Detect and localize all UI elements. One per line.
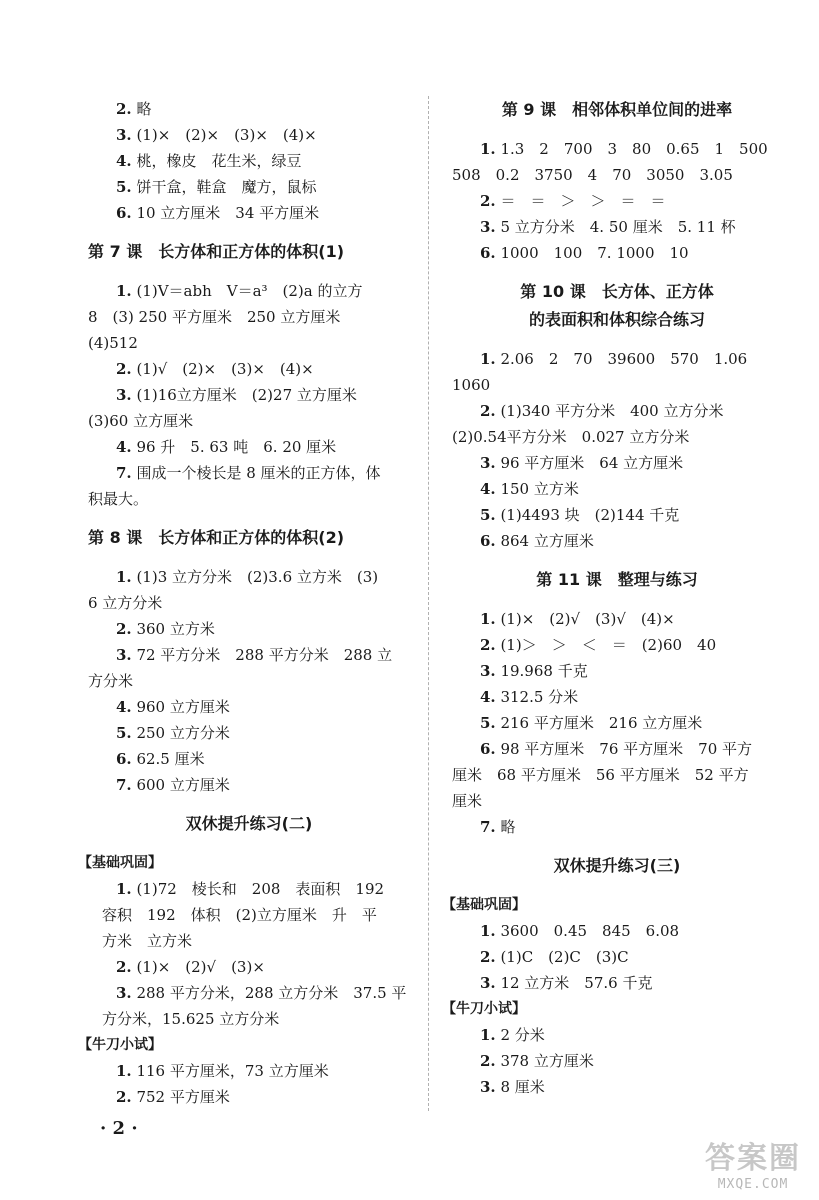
question-number: 3. xyxy=(480,662,496,680)
answer-text: 围成一个棱长是 8 厘米的正方体，体 xyxy=(136,464,381,482)
answer-text: 2.06 2 70 39600 570 1.06 xyxy=(500,350,748,368)
question-number: 5. xyxy=(116,724,132,742)
question-number: 3. xyxy=(480,1078,496,1096)
answer-continuation xyxy=(88,928,410,954)
section-tag: 【牛刀小试】 xyxy=(442,1001,526,1017)
answer-line xyxy=(88,200,410,226)
answer-text: 饼干盒，鞋盒 魔方，鼠标 xyxy=(136,178,317,196)
answer-line xyxy=(88,356,410,382)
answer-line xyxy=(88,148,410,174)
question-number: 2. xyxy=(116,360,132,378)
answer-line xyxy=(452,240,782,266)
answer-line xyxy=(452,502,782,528)
answer-line xyxy=(452,684,782,710)
question-number: 3. xyxy=(116,126,132,144)
answer-text: (1)× (2)√ (3)× xyxy=(136,958,265,976)
answer-continuation xyxy=(88,668,410,694)
answer-text: 方分米 xyxy=(88,672,134,690)
section-heading: 的表面积和体积综合练习 xyxy=(528,310,705,329)
question-number: 1. xyxy=(116,568,132,586)
answer-text: (1)√ (2)× (3)× (4)× xyxy=(136,360,314,378)
answer-line xyxy=(88,694,410,720)
answer-line xyxy=(452,398,782,424)
question-number: 6. xyxy=(116,204,132,222)
answer-line xyxy=(88,876,410,902)
section-heading: 第 10 课 长方体、正方体 xyxy=(520,282,714,301)
question-number: 1. xyxy=(116,1062,132,1080)
answer-text: 150 立方米 xyxy=(500,480,579,498)
page-number: · 2 · xyxy=(100,1118,138,1139)
answer-continuation xyxy=(452,162,782,188)
answer-text: 864 立方厘米 xyxy=(500,532,594,550)
question-number: 3. xyxy=(480,218,496,236)
answer-text: 752 平方厘米 xyxy=(136,1088,230,1106)
question-number: 2. xyxy=(480,636,496,654)
answer-line xyxy=(452,1048,782,1074)
answer-line xyxy=(88,434,410,460)
answer-line xyxy=(88,564,410,590)
question-number: 2. xyxy=(116,1088,132,1106)
answer-continuation xyxy=(88,902,410,928)
answer-text: 312.5 分米 xyxy=(500,688,579,706)
question-number: 7. xyxy=(480,818,496,836)
watermark-text: 答案圈 xyxy=(705,1141,801,1176)
answer-text: 216 平方厘米 216 立方厘米 xyxy=(500,714,703,732)
answer-text: 116 平方厘米，73 立方厘米 xyxy=(136,1062,329,1080)
question-number: 1. xyxy=(480,350,496,368)
answer-text: 2 分米 xyxy=(500,1026,545,1044)
question-number: 7. xyxy=(116,776,132,794)
question-number: 4. xyxy=(116,152,132,170)
answer-line xyxy=(88,616,410,642)
answer-line xyxy=(452,346,782,372)
answer-continuation xyxy=(88,590,410,616)
answer-text: 积最大。 xyxy=(88,490,149,508)
watermark-url: MXQE.COM xyxy=(717,1177,789,1192)
answer-line xyxy=(88,954,410,980)
answer-text: 6 立方分米 xyxy=(88,594,163,612)
question-number: 2. xyxy=(116,100,132,118)
answer-text: 600 立方厘米 xyxy=(136,776,230,794)
answer-text: 360 立方米 xyxy=(136,620,215,638)
answer-text: 250 立方分米 xyxy=(136,724,230,742)
answer-text: 5 立方分米 4. 50 厘米 5. 11 杯 xyxy=(500,218,736,236)
right-column xyxy=(442,96,782,1100)
question-number: 4. xyxy=(116,698,132,716)
answer-text: 72 平方分米 288 平方分米 288 立 xyxy=(136,646,393,664)
question-number: 6. xyxy=(480,740,496,758)
answer-line xyxy=(452,476,782,502)
answer-line xyxy=(452,188,782,214)
answer-line xyxy=(452,918,782,944)
answer-text: 378 立方厘米 xyxy=(500,1052,594,1070)
section-heading: 第 11 课 整理与练习 xyxy=(536,570,698,589)
answer-continuation xyxy=(88,408,410,434)
question-number: 1. xyxy=(480,610,496,628)
answer-line xyxy=(452,1074,782,1100)
question-number: 2. xyxy=(480,1052,496,1070)
answer-line xyxy=(452,710,782,736)
answer-text: (2)0.54平方分米 0.027 立方分米 xyxy=(452,428,690,446)
answer-text: 96 平方厘米 64 立方厘米 xyxy=(500,454,684,472)
section-tag: 【牛刀小试】 xyxy=(78,1037,162,1053)
question-number: 2. xyxy=(480,192,496,210)
answer-text: 略 xyxy=(500,818,516,836)
section-heading: 第 8 课 长方体和正方体的体积(2) xyxy=(88,528,345,547)
section-heading: 第 9 课 相邻体积单位间的进率 xyxy=(501,100,733,119)
answer-line xyxy=(88,174,410,200)
answer-continuation xyxy=(88,1006,410,1032)
answer-text: (1)V＝abh V＝a³ (2)a 的立方 xyxy=(136,282,363,300)
answer-text: 960 立方厘米 xyxy=(136,698,230,716)
question-number: 1. xyxy=(116,282,132,300)
answer-line xyxy=(88,772,410,798)
answer-line xyxy=(452,632,782,658)
section-tag: 【基础巩固】 xyxy=(78,855,162,871)
answer-text: 98 平方厘米 76 平方厘米 70 平方 xyxy=(500,740,753,758)
answer-line xyxy=(452,528,782,554)
answer-text: 8 厘米 xyxy=(500,1078,545,1096)
answer-line xyxy=(452,658,782,684)
answer-text: 12 立方米 57.6 千克 xyxy=(500,974,653,992)
answer-text: (1)16立方厘米 (2)27 立方厘米 xyxy=(136,386,357,404)
question-number: 5. xyxy=(480,506,496,524)
section-tag: 【基础巩固】 xyxy=(442,897,526,913)
answer-text: (1)C (2)C (3)C xyxy=(500,948,629,966)
column-divider xyxy=(428,96,429,1111)
answer-text: 略 xyxy=(136,100,152,118)
answer-text: 508 0.2 3750 4 70 3050 3.05 xyxy=(452,166,733,184)
answer-text: 3600 0.45 845 6.08 xyxy=(500,922,680,940)
answer-line xyxy=(452,214,782,240)
answer-continuation xyxy=(88,330,410,356)
answer-text: (1)72 棱长和 208 表面积 192 xyxy=(136,880,385,898)
answer-text: (1)× (2)√ (3)√ (4)× xyxy=(500,610,675,628)
question-number: 1. xyxy=(480,140,496,158)
answer-text: 1000 100 7. 1000 10 xyxy=(500,244,689,262)
left-column xyxy=(78,96,410,1110)
answer-text: 288 平方分米，288 立方分米 37.5 平 xyxy=(136,984,407,1002)
answer-line xyxy=(88,720,410,746)
answer-text: 容积 192 体积 (2)立方厘米 升 平 xyxy=(102,906,377,924)
watermark-logo xyxy=(705,1133,801,1192)
answer-text: 桃，橡皮 花生米，绿豆 xyxy=(136,152,302,170)
answer-text: (4)512 xyxy=(88,334,138,352)
answer-text: 1.3 2 700 3 80 0.65 1 500 xyxy=(500,140,768,158)
question-number: 6. xyxy=(480,532,496,550)
question-number: 3. xyxy=(480,974,496,992)
answer-line xyxy=(88,980,410,1006)
question-number: 5. xyxy=(116,178,132,196)
answer-continuation xyxy=(452,762,782,788)
answer-line xyxy=(452,450,782,476)
question-number: 1. xyxy=(480,922,496,940)
answer-line xyxy=(88,642,410,668)
answer-text: 厘米 xyxy=(452,792,483,810)
answer-line xyxy=(88,1058,410,1084)
question-number: 4. xyxy=(480,480,496,498)
answer-line xyxy=(88,1084,410,1110)
question-number: 2. xyxy=(480,402,496,420)
answer-text: (1)× (2)× (3)× (4)× xyxy=(136,126,317,144)
answer-continuation xyxy=(452,424,782,450)
answer-continuation xyxy=(452,372,782,398)
question-number: 6. xyxy=(480,244,496,262)
answer-text: 1060 xyxy=(452,376,491,394)
answer-text: 10 立方厘米 34 平方厘米 xyxy=(136,204,320,222)
answer-line xyxy=(452,136,782,162)
answer-text: 方米 立方米 xyxy=(102,932,193,950)
question-number: 3. xyxy=(116,646,132,664)
answer-text: 62.5 厘米 xyxy=(136,750,205,768)
answer-text: (3)60 立方厘米 xyxy=(88,412,194,430)
question-number: 3. xyxy=(480,454,496,472)
answer-text: 19.968 千克 xyxy=(500,662,588,680)
answer-line xyxy=(88,460,410,486)
answer-line xyxy=(88,382,410,408)
answer-text: 方分米，15.625 立方分米 xyxy=(102,1010,280,1028)
answer-line xyxy=(452,944,782,970)
answer-line xyxy=(88,96,410,122)
answer-line xyxy=(452,970,782,996)
answer-line xyxy=(88,746,410,772)
answer-continuation xyxy=(88,304,410,330)
question-number: 2. xyxy=(116,620,132,638)
answer-text: (1)＞ ＞ ＜ ＝ (2)60 40 xyxy=(500,636,717,654)
answer-line xyxy=(452,606,782,632)
question-number: 1. xyxy=(480,1026,496,1044)
question-number: 7. xyxy=(116,464,132,482)
answer-continuation xyxy=(88,486,410,512)
answer-continuation xyxy=(452,788,782,814)
answer-text: (1)4493 块 (2)144 千克 xyxy=(500,506,680,524)
answer-text: ＝ ＝ ＞ ＞ ＝ ＝ xyxy=(500,192,666,210)
question-number: 1. xyxy=(116,880,132,898)
section-heading: 第 7 课 长方体和正方体的体积(1) xyxy=(88,242,345,261)
answer-text: (1)3 立方分米 (2)3.6 立方米 (3) xyxy=(136,568,379,586)
answer-text: (1)340 平方分米 400 立方分米 xyxy=(500,402,724,420)
section-heading: 双休提升练习(二) xyxy=(185,814,313,833)
answer-line xyxy=(88,278,410,304)
question-number: 5. xyxy=(480,714,496,732)
section-heading: 双休提升练习(三) xyxy=(553,856,681,875)
answer-line xyxy=(88,122,410,148)
question-number: 3. xyxy=(116,984,132,1002)
answer-line xyxy=(452,814,782,840)
answer-text: 厘米 68 平方厘米 56 平方厘米 52 平方 xyxy=(452,766,749,784)
question-number: 6. xyxy=(116,750,132,768)
answer-text: 8 (3) 250 平方厘米 250 立方厘米 xyxy=(88,308,341,326)
question-number: 2. xyxy=(480,948,496,966)
question-number: 2. xyxy=(116,958,132,976)
question-number: 4. xyxy=(480,688,496,706)
answer-line xyxy=(452,736,782,762)
answer-text: 96 升 5. 63 吨 6. 20 厘米 xyxy=(136,438,337,456)
question-number: 4. xyxy=(116,438,132,456)
answer-line xyxy=(452,1022,782,1048)
question-number: 3. xyxy=(116,386,132,404)
